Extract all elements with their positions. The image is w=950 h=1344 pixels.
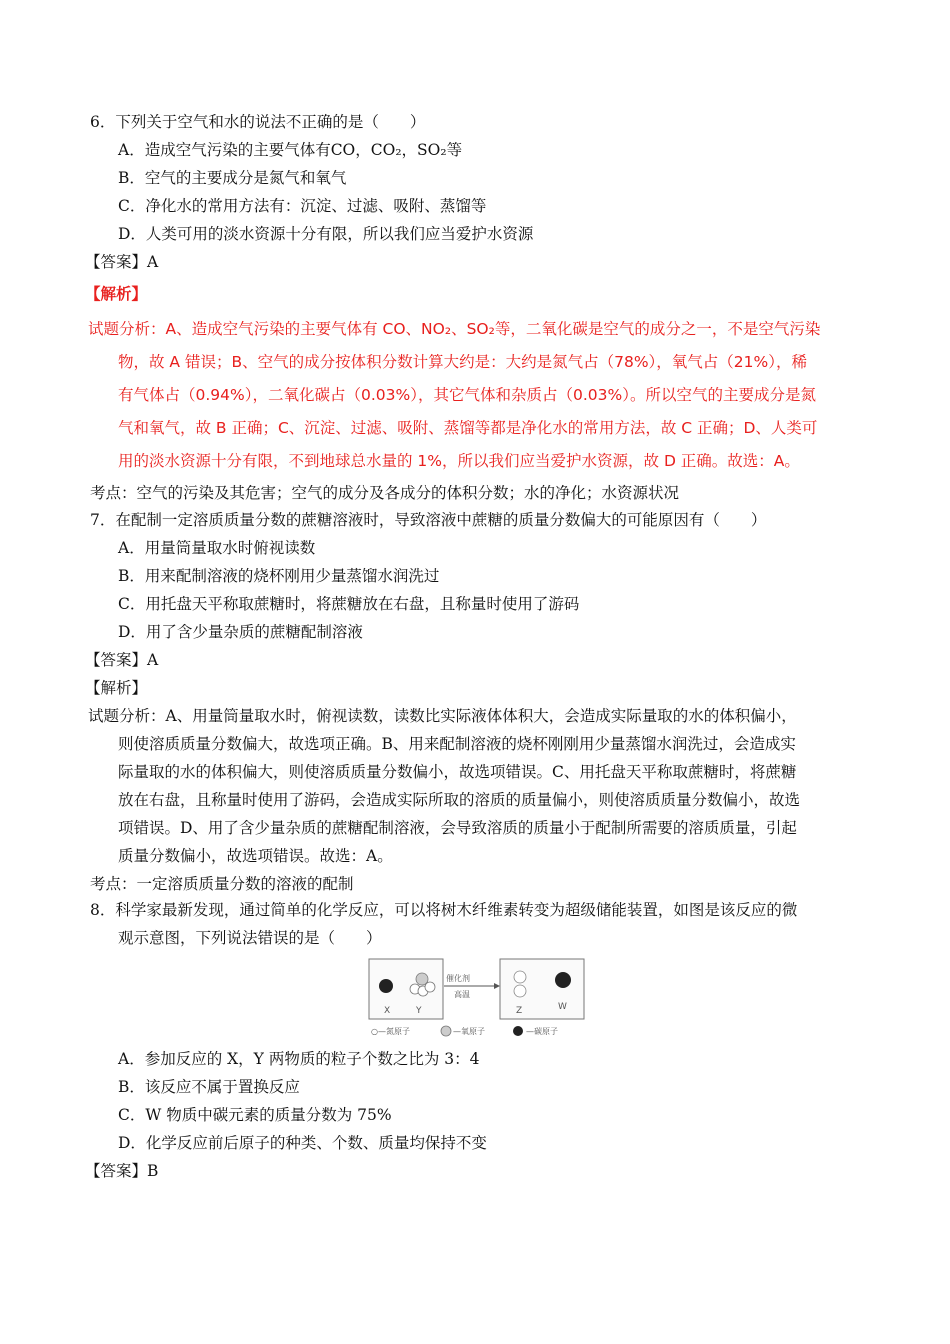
products-box [500,959,584,1019]
q6-analysis-line: 试题分析：A、造成空气污染的主要气体有 CO、NO₂、SO₂等，二氧化碳是空气的成分之一，不是空气污染 [88,320,821,338]
q8-option-c: C．W 物质中碳元素的质量分数为 75% [118,1106,392,1124]
legend-carbon: —碳原子 [526,1027,558,1036]
q7-answer: 【答案】A [85,651,159,669]
q7-point: 考点：一定溶质质量分数的溶液的配制 [90,875,354,893]
q6-analysis-line: 物，故 A 错误；B、空气的成分按体积分数计算大约是：大约是氮气占（78%），氧气占（21%），稀 [118,353,807,371]
q7-analysis-line: 则使溶质质量分数偏大，故选项正确。B、用来配制溶液的烧杯刚刚用少量蒸馏水润洗过，会造成实 [118,735,796,753]
legend-silicon: —氧原子 [453,1027,485,1036]
q6-option-b: B．空气的主要成分是氮气和氧气 [118,169,347,187]
x-molecule-carbon [379,979,393,993]
q7-analysis-line: 试题分析：A、用量筒量取水时，俯视读数，读数比实际液体体积大，会造成实际量取的水的体积偏小， [88,707,797,725]
q7-option-a: A．用量筒量取水时俯视读数 [118,539,316,557]
q7-analysis-label: 【解析】 [85,679,148,697]
q7-option-b: B．用来配制溶液的烧杯刚用少量蒸馏水润洗过 [118,567,440,585]
reaction-diagram [368,953,586,1041]
q6-answer: 【答案】A [85,253,159,271]
q7-option-c: C．用托盘天平称取蔗糖时，将蔗糖放在右盘，且称量时使用了游码 [118,595,580,613]
q7-analysis-line: 项错误。D、用了含少量杂质的蔗糖配制溶液，会导致溶质的质量小于配制所需要的溶质质量，引起 [118,819,797,837]
y-molecule-atom [425,982,435,992]
q7-analysis-line: 放在右盘，且称量时使用了游码，会造成实际所取的溶质的质量偏小，则使溶质质量分数偏小，故选 [118,791,801,809]
arrow-condition-bottom: 高温 [454,990,470,999]
q7-stem: 7．在配制一定溶质质量分数的蔗糖溶液时，导致溶液中蔗糖的质量分数偏大的可能原因有（ ） [90,511,767,529]
q8-stem-line: 8．科学家最新发现，通过简单的化学反应，可以将树木纤维素转变为超级储能装置，如图是该反应的微 [90,901,798,919]
q6-option-a: A．造成空气污染的主要气体有CO，CO₂，SO₂等 [118,141,463,159]
label-y: Y [416,1006,422,1016]
label-w: W [558,1002,567,1012]
legend-carbon-icon [513,1026,523,1036]
q6-analysis-line: 气和氧气，故 B 正确；C、沉淀、过滤、吸附、蒸馏等都是净化水的常用方法，故 C 正确；D、人类可 [118,419,818,437]
arrow-head-icon [494,983,500,989]
q8-option-d: D．化学反应前后原子的种类、个数、质量均保持不变 [118,1134,487,1152]
z-molecule-atom [514,985,526,997]
label-x: X [384,1006,391,1016]
q8-option-a: A．参加反应的 X，Y 两物质的粒子个数之比为 3：4 [118,1050,480,1068]
legend-silicon-icon [441,1026,451,1036]
q8-option-b: B．该反应不属于置换反应 [118,1078,300,1096]
q6-point: 考点：空气的污染及其危害；空气的成分及各成分的体积分数；水的净化；水资源状况 [90,484,680,502]
q7-option-d: D．用了含少量杂质的蔗糖配制溶液 [118,623,363,641]
q7-analysis-line: 际量取的水的体积偏大，则使溶质质量分数偏小，故选项错误。C、用托盘天平称取蔗糖时，将蔗糖 [118,763,797,781]
q6-analysis-line: 有气体占（0.94%），二氧化碳占（0.03%），其它气体和杂质占（0.03%）。所以空气的主要成分是氮 [118,386,816,404]
w-molecule-carbon [555,972,571,988]
label-z: Z [516,1006,523,1016]
q6-option-c: C．净化水的常用方法有：沉淀、过滤、吸附、蒸馏等 [118,197,487,215]
q6-analysis-line: 用的淡水资源十分有限，不到地球总水量的 1%，所以我们应当爱护水资源，故 D 正确。故选：A。 [118,452,800,470]
q8-stem-line: 观示意图，下列说法错误的是（ ） [118,929,382,947]
q7-analysis-line: 质量分数偏小，故选项错误。故选：A。 [118,847,393,865]
q8-answer: 【答案】B [85,1162,159,1180]
q6-option-d: D．人类可用的淡水资源十分有限，所以我们应当爱护水资源 [118,225,534,243]
legend-nitrogen: ○—氮原子 [371,1027,410,1036]
q6-analysis-label: 【解析】 [85,284,148,303]
arrow-condition-top: 催化剂 [446,974,470,983]
q6-stem: 6．下列关于空气和水的说法不正确的是（ ） [90,113,426,131]
z-molecule-atom [514,971,526,983]
